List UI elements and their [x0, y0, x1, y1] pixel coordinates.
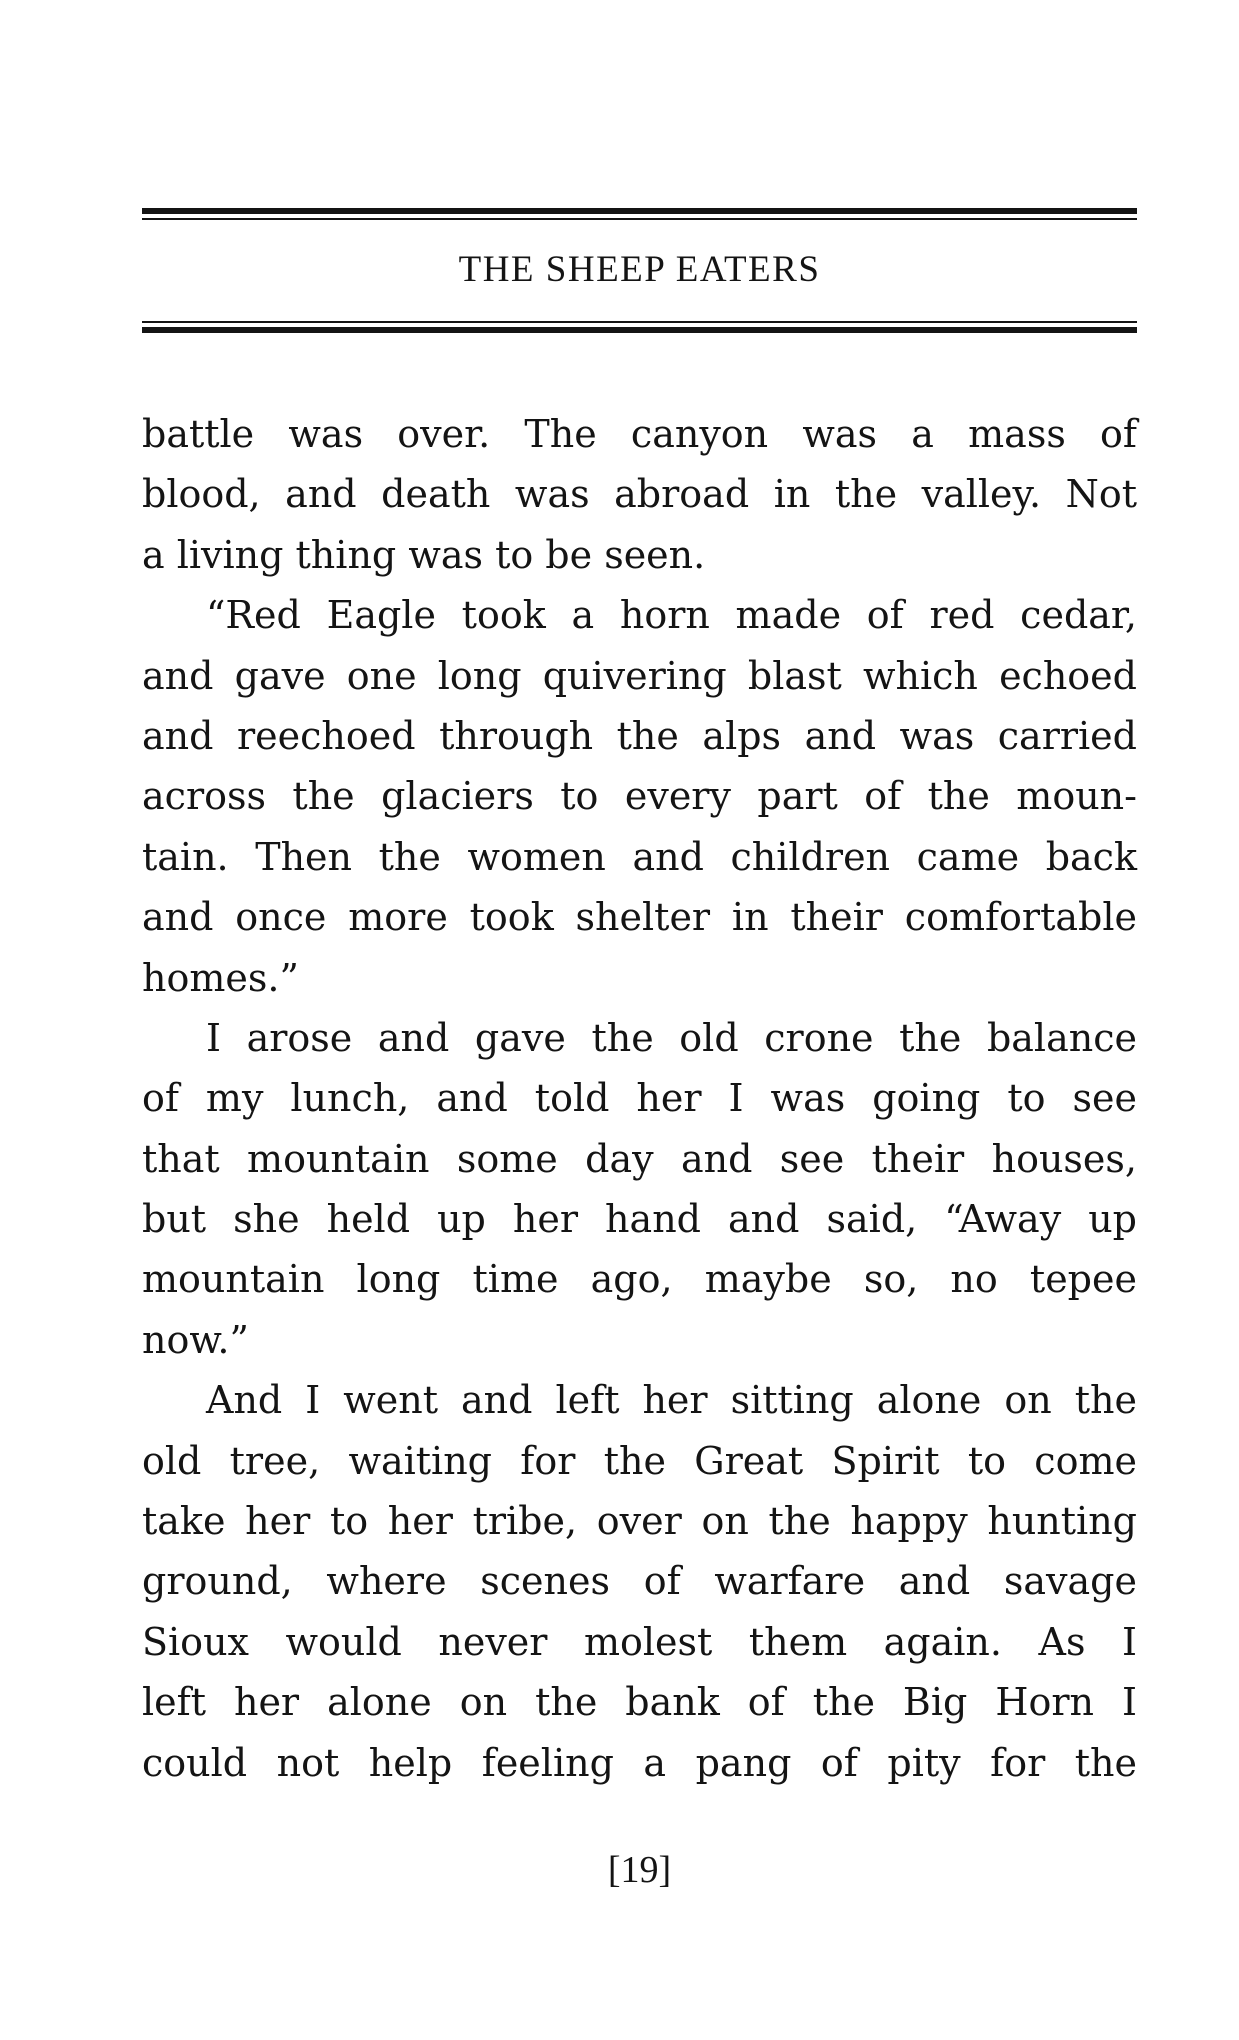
text-line: and once more took shelter in their comfortable	[142, 895, 1137, 940]
header-rule-top	[142, 208, 1137, 220]
text-line: now.”	[142, 1317, 249, 1362]
text-line: take her to her tribe, over on the happy hunting	[142, 1499, 1137, 1544]
text-line: blood, and death was abroad in the valley. Not	[142, 472, 1137, 517]
text-line: battle was over. The canyon was a mass of	[142, 412, 1137, 456]
text-line: of my lunch, and told her I was going to see	[142, 1076, 1137, 1121]
text-line: I arose and gave the old crone the balance	[206, 1015, 1137, 1060]
text-line: and gave one long quivering blast which echoed	[142, 653, 1137, 698]
text-line: left her alone on the bank of the Big Horn I	[142, 1680, 1137, 1725]
running-head: THE SHEEP EATERS	[458, 249, 821, 290]
text-line: homes.”	[142, 955, 299, 1000]
text-line: mountain long time ago, maybe so, no tepee	[142, 1257, 1137, 1302]
body-text	[142, 404, 1137, 1793]
text-line: and reechoed through the alps and was carried	[142, 713, 1137, 758]
text-line: across the glaciers to every part of the moun-	[142, 774, 1137, 819]
rule-thick	[142, 327, 1137, 333]
text-line: old tree, waiting for the Great Spirit to come	[142, 1438, 1137, 1483]
text-line: tain. Then the women and children came back	[142, 834, 1137, 879]
text-line: that mountain some day and see their houses,	[142, 1136, 1137, 1181]
text-line: “Red Eagle took a horn made of red cedar,	[206, 593, 1137, 638]
text-line: a living thing was to be seen.	[142, 532, 706, 577]
page-number: [19]	[607, 1849, 672, 1891]
rule-thin	[142, 218, 1137, 220]
text-line: but she held up her hand and said, “Away up	[142, 1197, 1137, 1242]
text-line: And I went and left her sitting alone on the	[206, 1378, 1137, 1423]
header-rule-bottom	[142, 321, 1137, 333]
text-line: ground, where scenes of warfare and savage	[142, 1559, 1137, 1604]
text-line: Sioux would never molest them again. As I	[142, 1619, 1137, 1664]
text-line: could not help feeling a pang of pity for the	[142, 1740, 1137, 1785]
